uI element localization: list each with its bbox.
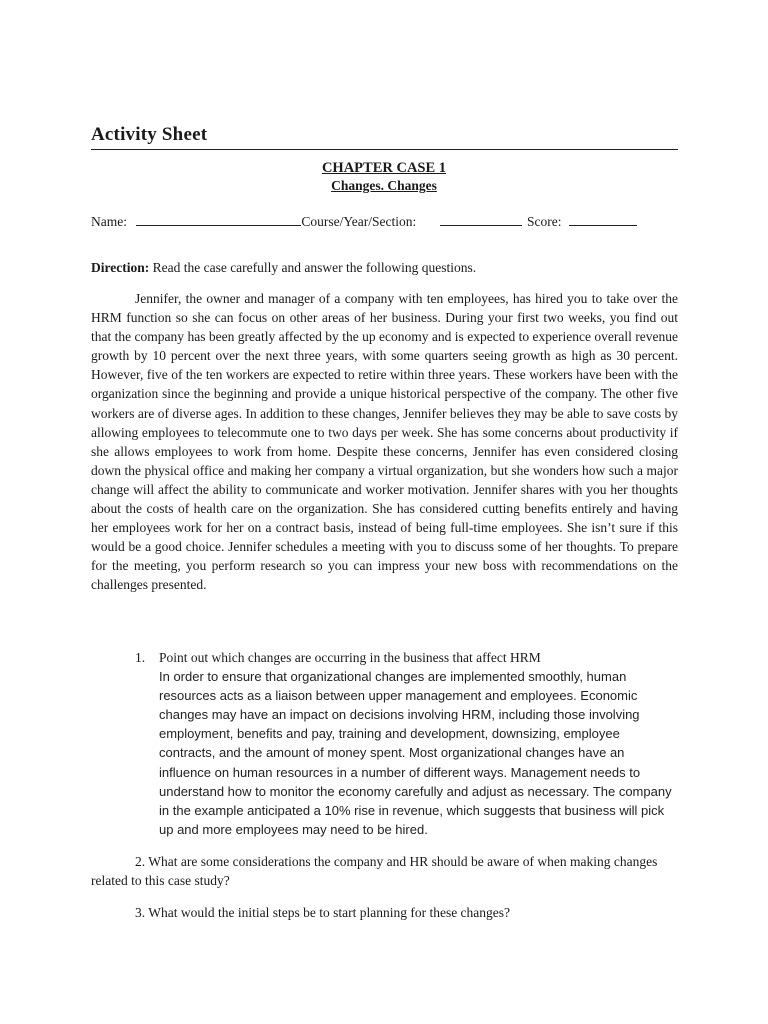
chapter-heading [0, 160, 768, 177]
name-field[interactable] [136, 212, 301, 226]
question-1-answer: In order to ensure that organizational changes are implemented smoothly, human resources acts as a liaison between upper management and employees. Economic changes may have an impact on decisions involving HRM, including those involving employment, benefits and pay, training and development, downsizing, employee contracts, and the amount of money spent. Most organizational changes have an influence on human resources in a number of different ways. Management needs to understand how to monitor the economy carefully and adjust as necessary. The company in the example anticipated a 10% rise in revenue, which suggests that business will pick up and more employees may need to be hired. [159, 669, 672, 837]
chapter-heading-text: CHAPTER CASE 1 [321, 160, 447, 176]
question-1-text: Point out which changes are occurring in the business that affect HRM [159, 650, 541, 665]
question-3: 3. What would the initial steps be to start planning for these changes? [135, 905, 511, 920]
title-divider [91, 149, 678, 150]
direction-label: Direction: [91, 260, 150, 275]
course-field[interactable] [440, 212, 522, 226]
question-2: 2. What are some considerations the company and HR should be aware of when making changes related to this case study? [91, 854, 658, 889]
question-1 [135, 648, 675, 839]
page-title: Activity Sheet [91, 124, 208, 145]
score-field[interactable] [569, 212, 637, 226]
case-subtitle [0, 178, 768, 194]
case-subtitle-text: Changes. Changes [331, 178, 437, 193]
direction-text: Read the case carefully and answer the following questions. [149, 260, 477, 275]
direction-line [91, 260, 476, 276]
score-label: Score: [527, 214, 562, 229]
case-paragraph: Jennifer, the owner and manager of a company with ten employees, has hired you to take over the HRM function so she can focus on other areas of her business. During your first two weeks, you find out that the company has been greatly affected by the up economy and is expected to experience overall revenue growth by 10 percent over the next three years, with some quarters seeing growth as high as 30 percent. However, five of the ten workers are expected to retire within three years. These workers have been with the organization since the beginning and provide a unique historical perspective of the company. The other five workers are of diverse ages. In addition to these changes, Jennifer believes they may be able to save costs by allowing employees to telecommute one to two days per week. She has some concerns about productivity if she allows employees to work from home. Despite these concerns, Jennifer has even considered closing down the physical office and making her company a virtual organization, but she wonders how such a major change will affect the ability to communicate and worker motivation. Jennifer shares with you her thoughts about the costs of health care on the organization. She has considered cutting benefits entirely and having her employees work for her on a contract basis, instead of being full-time employees. She isn’t sure if this would be a good choice. Jennifer schedules a meeting with you to discuss some of her thoughts. To prepare for the meeting, you perform research so you can impress your new boss with recommendations on the challenges presented. [91, 291, 678, 593]
question-1-number: 1. [135, 650, 146, 665]
course-label: Course/Year/Section: [301, 214, 417, 229]
student-info-line [91, 212, 637, 230]
name-label: Name: [91, 214, 127, 229]
